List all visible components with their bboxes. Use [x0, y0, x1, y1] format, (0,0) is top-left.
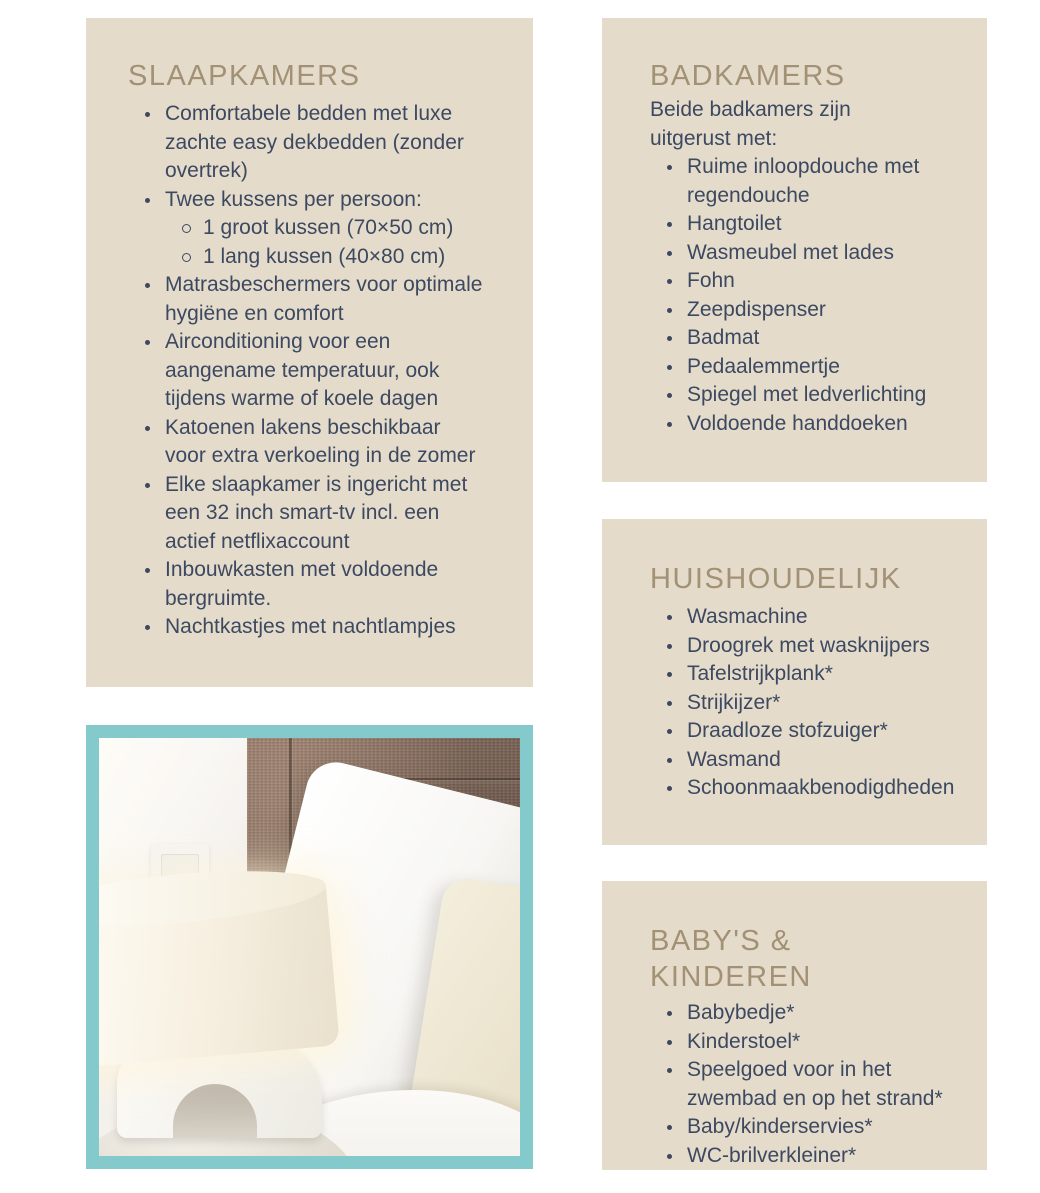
list-item — [650, 410, 962, 439]
list-item-text: 1 lang kussen (40×80 cm) — [203, 244, 446, 268]
list-item-text: Draadloze stofzuiger* — [687, 719, 888, 742]
list-item — [650, 660, 962, 689]
list-item-text: Pedaalemmertje — [687, 354, 840, 378]
list-item-text: Schoonmaakbenodigdheden — [687, 776, 955, 799]
bedroom-photo — [99, 738, 520, 1156]
list-item — [650, 1142, 962, 1171]
card-babys-kinderen — [602, 881, 987, 1170]
list-item-text: Katoenen lakens beschikbaar voor extra verkoeling in de zomer — [165, 415, 476, 467]
list-item — [650, 1056, 962, 1113]
list-item — [650, 1028, 962, 1057]
list-item — [128, 328, 485, 414]
list-item-text: Droogrek met wasknijpers — [687, 633, 930, 657]
list-item-text: Twee kussens per persoon: — [165, 187, 422, 211]
list-item — [650, 239, 962, 268]
list-item-text: Tafelstrijkplank* — [687, 662, 833, 685]
list-item — [650, 632, 962, 661]
list-item-text: Strijkijzer* — [687, 690, 781, 714]
badkamers-title: BADKAMERS — [650, 60, 846, 92]
list-item-text: Matrasbeschermers voor optimale hygiëne en comfort — [165, 273, 483, 325]
list-item — [650, 717, 962, 746]
list-item — [650, 210, 962, 239]
list-item-text: Badmat — [687, 326, 760, 349]
list-item — [650, 324, 962, 353]
list-item-text: Nachtkastjes met nachtlampjes — [165, 615, 456, 638]
list-item-text: Wasmeubel met lades — [687, 240, 894, 264]
lamp-arch — [173, 1084, 257, 1138]
list-item-text: Babybedje* — [687, 1001, 795, 1024]
list-item — [128, 186, 485, 215]
card-huishoudelijk — [602, 519, 987, 845]
list-item-text: Voldoende handdoeken — [687, 411, 908, 435]
list-item — [650, 381, 962, 410]
huishoudelijk-list — [650, 603, 962, 803]
list-item — [650, 1113, 962, 1142]
babys-kinderen-list — [650, 999, 962, 1170]
lamp-shade — [99, 878, 340, 1071]
list-item — [650, 603, 962, 632]
list-item-text: Fohn — [687, 269, 735, 292]
slaapkamers-title: SLAAPKAMERS — [128, 60, 361, 92]
babys-kinderen-title: BABY'S & KINDEREN — [650, 925, 812, 993]
badkamers-intro: Beide badkamers zijn uitgerust met: — [650, 98, 851, 150]
list-item — [128, 471, 485, 557]
list-item — [650, 353, 962, 382]
list-item — [128, 271, 485, 328]
badkamers-list — [650, 153, 962, 438]
slaapkamers-list — [128, 100, 485, 642]
list-item-text: Elke slaapkamer is ingericht met een 32 inch smart-tv incl. een actief netflixaccount — [165, 472, 468, 553]
list-item — [650, 296, 962, 325]
list-item-text: Wasmand — [687, 747, 781, 771]
list-item-text: Ruime inloopdouche met regendouche — [687, 155, 920, 207]
list-item-text: Baby/kinderservies* — [687, 1115, 873, 1138]
list-item — [650, 774, 962, 803]
list-item-text: Kinderstoel* — [687, 1029, 801, 1053]
list-item-text: Airconditioning voor een aangename temperatuur, ook tijdens warme of koele dagen — [165, 330, 440, 410]
list-item-text: Spiegel met ledverlichting — [687, 383, 927, 406]
list-item — [128, 414, 485, 471]
list-item — [650, 689, 962, 718]
list-item — [128, 214, 485, 243]
list-item — [128, 243, 485, 272]
list-item — [650, 999, 962, 1028]
bedroom-photo-frame — [86, 725, 533, 1169]
list-item — [128, 556, 485, 613]
list-item-text: 1 groot kussen (70×50 cm) — [203, 216, 454, 239]
card-slaapkamers — [86, 18, 533, 687]
list-item-text: Inbouwkasten met voldoende bergruimte. — [165, 558, 439, 610]
list-item-text: WC-brilverkleiner* — [687, 1143, 857, 1167]
list-item-text: Zeepdispenser — [687, 297, 826, 321]
list-item-text: Comfortabele bedden met luxe zachte easy dekbedden (zonder overtrek) — [165, 102, 464, 182]
list-item-text: Speelgoed voor in het zwembad en op het strand* — [687, 1058, 943, 1110]
list-item — [128, 613, 485, 642]
list-item — [650, 153, 962, 210]
card-badkamers — [602, 18, 987, 482]
list-item — [128, 100, 485, 186]
huishoudelijk-title: HUISHOUDELIJK — [650, 563, 902, 595]
list-item-text: Hangtoilet — [687, 212, 782, 235]
list-item — [650, 267, 962, 296]
list-item — [650, 746, 962, 775]
list-item-text: Wasmachine — [687, 605, 808, 628]
